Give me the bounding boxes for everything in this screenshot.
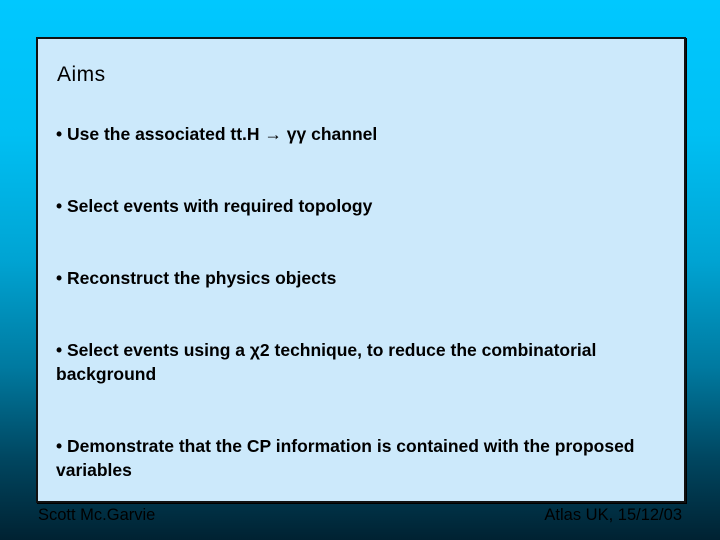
content-panel: [36, 37, 686, 503]
bullet-chi2-selection: • Select events using a χ2 technique, to reduce the combinatorial background: [56, 340, 597, 384]
footer-event-date: Atlas UK, 15/12/03: [544, 506, 682, 524]
bullet-reconstruct-objects: • Reconstruct the physics objects: [56, 268, 337, 288]
footer-author: Scott Mc.Garvie: [38, 506, 156, 524]
bullet-event-topology: • Select events with required topology: [56, 196, 373, 216]
bullet-tth-channel: • Use the associated tt.H → γγ channel: [56, 124, 378, 144]
slide-title: Aims: [57, 63, 106, 86]
bullet-cp-information: • Demonstrate that the CP information is contained with the proposed variables: [56, 436, 635, 480]
